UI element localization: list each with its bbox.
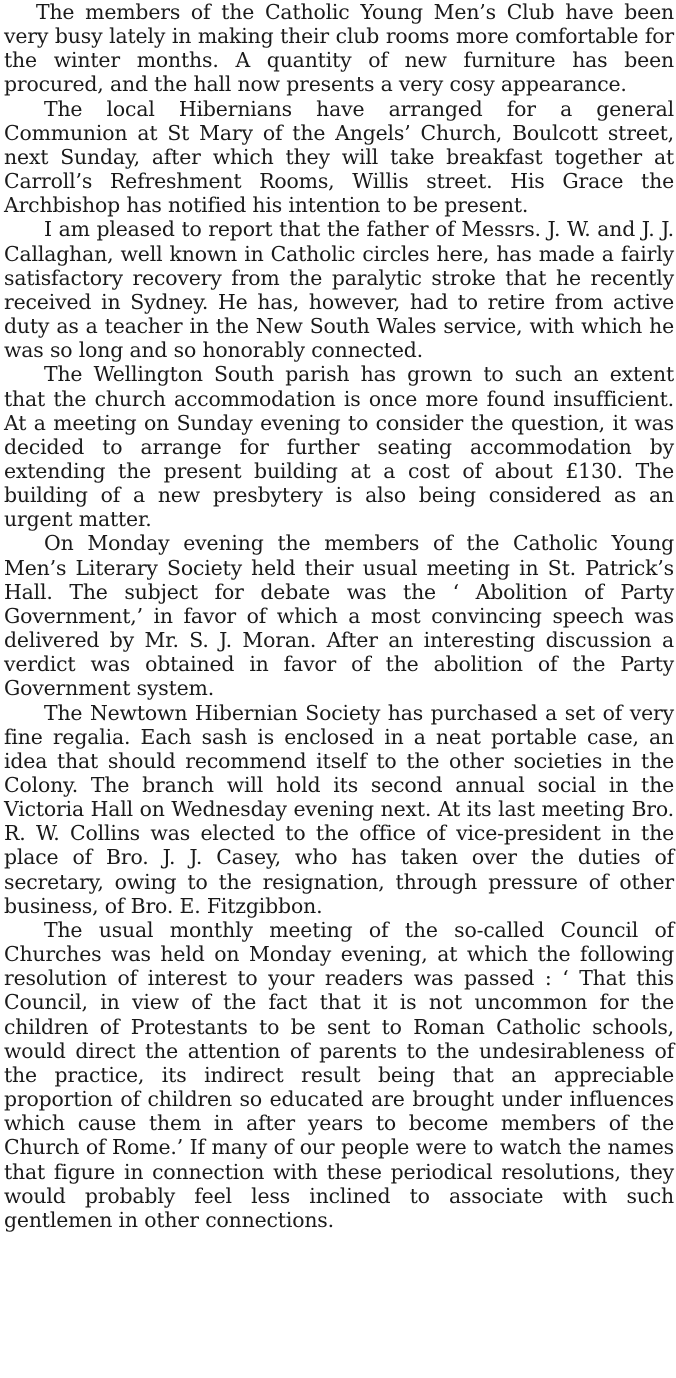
paragraph-wellington-south-parish: The Wellington South parish has grown to such an extent that the church accommodation is once more found insufficient. At a meeting on Sunday evening to consider the question, it was decided to arrange for further seating accommodation by extending the present building at a cost of about £130. The building of a new presbytery is also being considered as an urgent matter. <box>4 362 674 532</box>
paragraph-club-rooms: The members of the Catholic Young Men’s Club have been very busy lately in making their club rooms more comfortable for the winter months. A quantity of new furniture has been procured, and the hall now presents a very cosy appearance. <box>4 0 674 97</box>
paragraph-callaghan-recovery: I am pleased to report that the father of Messrs. J. W. and J. J. Callaghan, well known in Catholic circles here, has made a fairly satisfactory recovery from the paralytic stroke that he recently received in Sydney. He has, however, had to retire from active duty as a teacher in the New South Wales service, with which he was so long and so honorably connected. <box>4 217 674 363</box>
paragraph-literary-society: On Monday evening the members of the Catholic Young Men’s Literary Society held their usual meeting in St. Patrick’s Hall. The subject for debate was the ‘ Abolition of Party Government,’ in favor of which a most convincing speech was delivered by Mr. S. J. Moran. After an interesting discussion a verdict was obtained in favor of the abolition of the Party Government system. <box>4 531 674 701</box>
article-column <box>4 0 674 1232</box>
paragraph-council-of-churches: The usual monthly meeting of the so-called Council of Churches was held on Monday evening, at which the following resolution of interest to your readers was passed : ‘ That this Council, in view of the fact that it is not uncommon for the children of Protestants to be sent to Roman Catholic schools, would direct the attention of parents to the undesirableness of the practice, its indirect result being that an appreciable proportion of children so educated are brought under influences which cause them in after years to become members of the Church of Rome.’ If many of our people were to watch the names that figure in connection with these periodical resolutions, they would probably feel less inclined to associate with such gentlemen in other connections. <box>4 917 674 1232</box>
paragraph-hibernians-communion: The local Hibernians have arranged for a general Communion at St Mary of the Angels’ Church, Boulcott street, next Sunday, after which they will take breakfast together at Carroll’s Refreshment Rooms, Willis street. His Grace the Archbishop has notified his intention to be present. <box>4 96 674 218</box>
paragraph-newtown-hibernian: The Newtown Hibernian Society has purchased a set of very fine regalia. Each sash is enclosed in a neat portable case, an idea that should recommend itself to the other societies in the Colony. The branch will hold its second annual social in the Victoria Hall on Wednesday evening next. At its last meeting Bro. R. W. Collins was elected to the office of vice-president in the place of Bro. J. J. Casey, who has taken over the duties of secretary, owing to the resignation, through pressure of other business, of Bro. E. Fitzgibbon. <box>4 700 674 918</box>
